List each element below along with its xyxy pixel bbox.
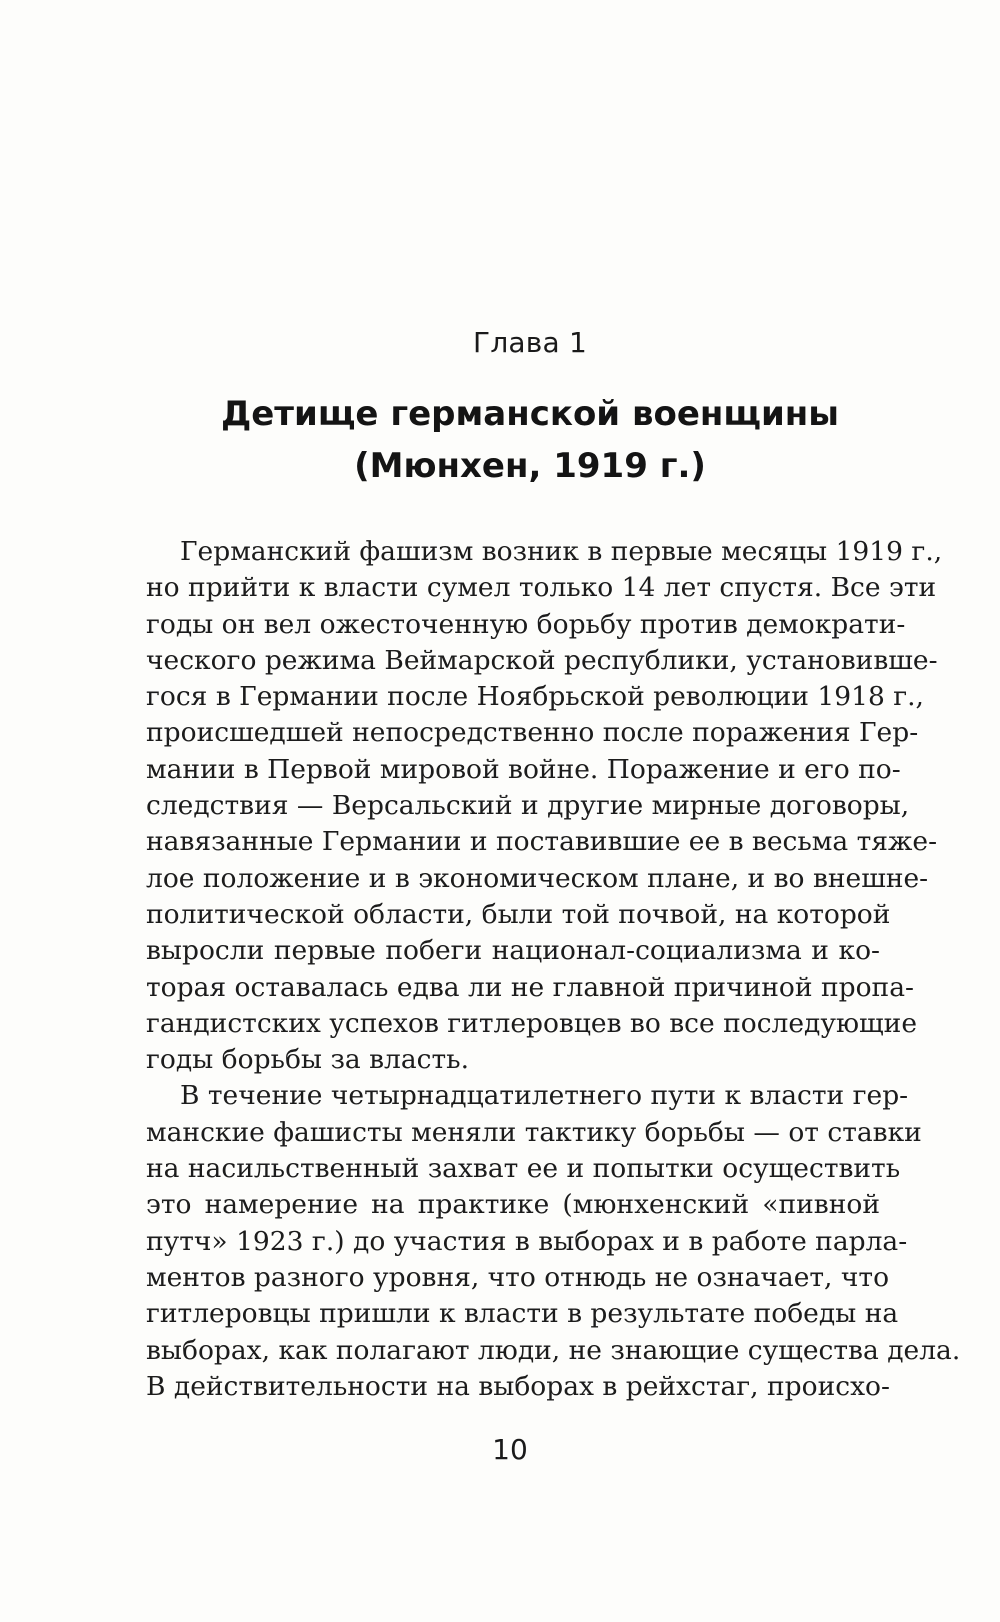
text-line: на насильственный захват ее и попытки осуществить — [146, 1153, 901, 1185]
text-line: В действительности на выборах в рейхстаг, происхо- — [146, 1370, 890, 1402]
text-line: это намерение на практике (мюнхенский «пивной — [146, 1189, 880, 1221]
text-line: гитлеровцы пришли к власти в результате победы на — [146, 1298, 899, 1330]
text-line: выросли первые побеги национал-социализма и ко- — [146, 935, 880, 967]
text-line: путч» 1923 г.) до участия в выборах и в работе парла- — [146, 1225, 908, 1257]
text-line: но прийти к власти сумел только 14 лет спустя. Все эти — [146, 572, 937, 604]
text-line: ческого режима Веймарской республики, установивше- — [146, 644, 938, 676]
text-line: гандистских успехов гитлеровцев во все последующие — [146, 1007, 918, 1039]
chapter-label: Глава 1 — [473, 326, 587, 359]
text-line: политической области, были той почвой, на которой — [146, 898, 891, 930]
text-line: происшедшей непосредственно после поражения Гер- — [146, 717, 919, 749]
text-line: Германский фашизм возник в первые месяцы 1919 г., — [180, 536, 943, 567]
chapter-title-line: Детище германской военщины — [220, 394, 840, 434]
chapter-title — [0, 388, 1000, 492]
page-number: 10 — [492, 1433, 528, 1466]
text-line: ментов разного уровня, что отнюдь не означает, что — [146, 1261, 890, 1293]
text-line: манские фашисты меняли тактику борьбы — от ставки — [146, 1116, 922, 1148]
text-line: торая оставалась едва ли не главной причиной пропа- — [146, 971, 914, 1003]
text-line: навязанные Германии и поставившие ее в весьма тяже- — [146, 826, 938, 858]
text-line: годы борьбы за власть. — [146, 1044, 470, 1076]
text-line: В течение четырнадцатилетнего пути к власти гер- — [180, 1080, 909, 1112]
text-line: выборах, как полагают люди, не знающие существа дела. — [146, 1334, 961, 1366]
text-line: мании в Первой мировой войне. Поражение и его по- — [146, 753, 901, 785]
text-line: гося в Германии после Ноябрьской революции 1918 г., — [146, 681, 924, 713]
text-line: годы он вел ожесточенную борьбу против демократи- — [146, 608, 906, 640]
paragraph-1 — [146, 534, 943, 1078]
text-line: следствия — Версальский и другие мирные договоры, — [146, 790, 910, 822]
chapter-title-subline: (Мюнхен, 1919 г.) — [354, 446, 706, 486]
body-text — [146, 534, 961, 1405]
paragraph-2 — [146, 1078, 961, 1405]
text-line: лое положение и в экономическом плане, и во внешне- — [146, 862, 929, 894]
